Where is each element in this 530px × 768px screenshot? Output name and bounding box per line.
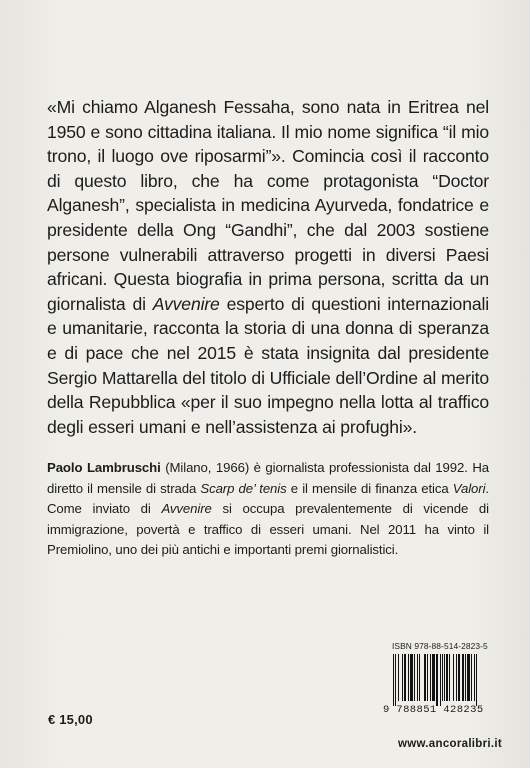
bio-text-2: e il mensile di finanza etica [286, 480, 453, 496]
blurb-newspaper-name: Avvenire [152, 293, 220, 314]
barcode-graphic [392, 654, 488, 706]
author-bio [47, 458, 489, 561]
price-label: € 15,00 [48, 712, 93, 727]
author-name: Paolo Lambruschi [47, 460, 161, 475]
book-blurb [47, 95, 489, 439]
bio-text-3: . Come inviato di [47, 480, 489, 516]
isbn-label: ISBN 978-88-514-2823-5 [392, 641, 488, 651]
bio-text-4: si occupa prevalentemente di vicende di immigrazione, povertà e traffico di esseri umani. Nel 2011 ha vinto il Premiolino, uno dei più antichi e importanti premi giornalistici. [47, 501, 489, 557]
bio-magazine-1: Scarp de’ tenis [200, 480, 287, 496]
blurb-text-2: esperto di questioni internazionali e umanitarie, racconta la storia di una donna di speranza e di pace che nel 2015 è stata insignita dal presidente Sergio Mattarella del titolo di Ufficiale dell’Ordine al merito della Repubblica «per il suo impegno nella lotta al traffico degli esseri umani e nell’assistenza ai profughi». [47, 293, 489, 437]
barcode-digits: 9 788851 428235 [383, 704, 484, 716]
publisher-website: www.ancoralibri.it [398, 738, 503, 750]
bio-magazine-2: Valori [452, 480, 486, 496]
bio-text-1: (Milano, 1966) è giornalista professionista dal 1992. Ha diretto il mensile di strada [47, 460, 490, 496]
blurb-text-1: «Mi chiamo Alganesh Fessaha, sono nata in Eritrea nel 1950 e sono cittadina italiana. Il mio nome significa “il mio trono, il luogo ove riposarmi”». Comincia così il racconto di questo libro, che ha come protagonista “Doctor Alganesh”, specialista in medicina Ayurveda, fondatrice e presidente della Ong “Gandhi”, che dal 2003 sostiene persone vulnerabili attraverso progetti in diversi Paesi africani. Questa biografia in prima persona, scritta da un giornalista di [47, 97, 489, 314]
bio-newspaper: Avvenire [161, 501, 212, 516]
isbn-barcode-block [383, 641, 488, 729]
